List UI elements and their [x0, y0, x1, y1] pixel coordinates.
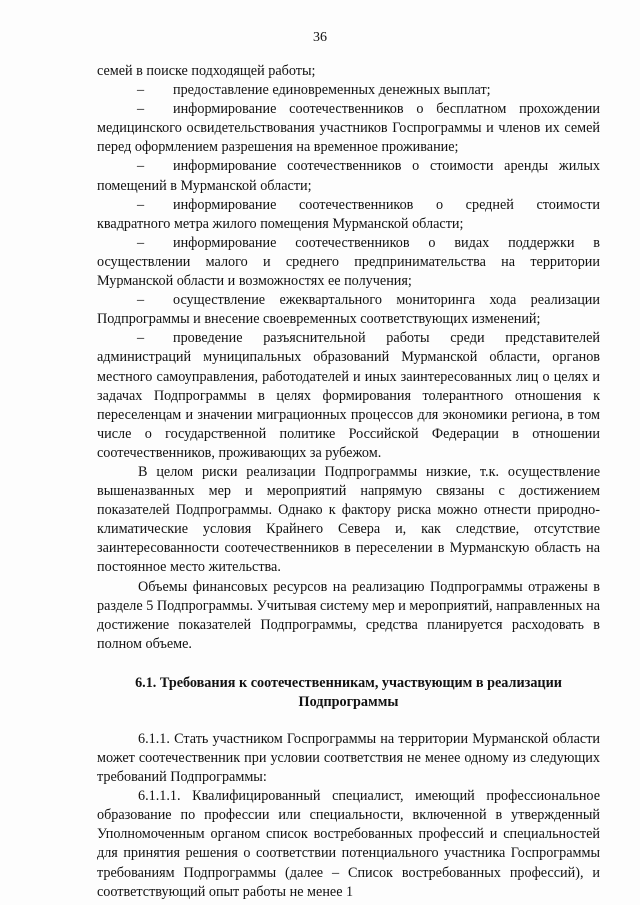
- paragraph-text: Объемы финансовых ресурсов на реализацию Подпрограммы отражены в разделе 5 Подпрограммы. Учитывая систему мер и мероприятий, направленных на достижение показателей Подпрограммы, средства планируется расходовать в полном объеме.: [97, 578, 600, 652]
- paragraph: [97, 100, 600, 157]
- paragraph-text: осуществление ежеквартального мониторинга хода реализации Подпрограммы и внесение своевременных соответствующих изменений;: [97, 292, 600, 328]
- paragraph: [97, 81, 600, 100]
- paragraph-text: 6.1.1.1. Квалифицированный специалист, имеющий профессиональное образование по профессии или специальности, включенной в утвержденный Уполномоченным органом список востребованных профессий и специальностей для принятия решения о соответствии потенциального участника Госпрограммы требованиям Подпрограммы (далее – Список востребованных профессий), и соответствующий опыт работы не менее 1: [97, 788, 600, 900]
- list-dash: –: [137, 292, 145, 309]
- paragraph: [97, 62, 600, 81]
- paragraph-text: информирование соотечественников о видах поддержки в осуществлении малого и среднего предпринимательства на территории Мурманской области и возможностях ее получения;: [97, 234, 600, 290]
- list-dash: –: [137, 196, 145, 213]
- bottom-paragraphs: [97, 730, 600, 902]
- page-number: 36: [313, 30, 327, 45]
- paragraph: [97, 329, 600, 463]
- paragraph-text: информирование соотечественников о стоимости аренды жилых помещений в Мурманской области;: [97, 158, 600, 194]
- paragraph-text: проведение разъяснительной работы среди представителей администраций муниципальных образований Мурманской области, органов местного самоуправления, работодателей и иных заинтересованных лиц о целях и задачах Подпрограммы в целях формирования толерантного отношения к переселенцам и значении миграционных процессов для экономики региона, в том числе о государственной политике Российской Федерации в отношении соотечественников, проживающих за рубежом.: [97, 330, 600, 461]
- paragraph: [97, 157, 600, 195]
- paragraph-text: семей в поиске подходящей работы;: [97, 63, 316, 79]
- paragraph: [97, 291, 600, 329]
- list-dash: –: [137, 101, 145, 118]
- paragraph-text: 6.1.1. Стать участником Госпрограммы на территории Мурманской области может соотечественник при условии соответствия не менее одному из следующих требований Подпрограммы:: [97, 730, 600, 786]
- paragraph: [97, 787, 600, 902]
- paragraph: [97, 463, 600, 578]
- list-dash: –: [137, 330, 145, 347]
- list-dash: –: [137, 82, 145, 99]
- paragraph: [97, 196, 600, 234]
- top-paragraphs: [97, 62, 600, 654]
- paragraph-text: предоставление единовременных денежных выплат;: [173, 82, 491, 99]
- document-body: [97, 62, 600, 902]
- paragraph-text: информирование соотечественников о бесплатном прохождении медицинского освидетельствования участников Госпрограммы и членов их семей перед оформлением разрешения на временное проживание;: [97, 101, 600, 156]
- section-heading: 6.1. Требования к соотечественникам, участвующим в реализации Подпрограммы: [135, 674, 562, 710]
- list-dash: –: [137, 158, 145, 175]
- paragraph: [97, 578, 600, 654]
- paragraph: [97, 730, 600, 787]
- paragraph-text: информирование соотечественников о средней стоимости квадратного метра жилого помещения Мурманской области;: [97, 196, 600, 232]
- paragraph: [97, 234, 600, 291]
- list-dash: –: [137, 234, 145, 251]
- paragraph-text: В целом риски реализации Подпрограммы низкие, т.к. осуществление вышеназванных мер и мероприятий напрямую связаны с достижением показателей Подпрограммы. Однако к фактору риска можно отнести природно-климатические условия Крайнего Севера и, как следствие, отсутствие заинтересованности соотечественников в переселении в Мурманскую область на постоянное место жительства.: [97, 463, 600, 576]
